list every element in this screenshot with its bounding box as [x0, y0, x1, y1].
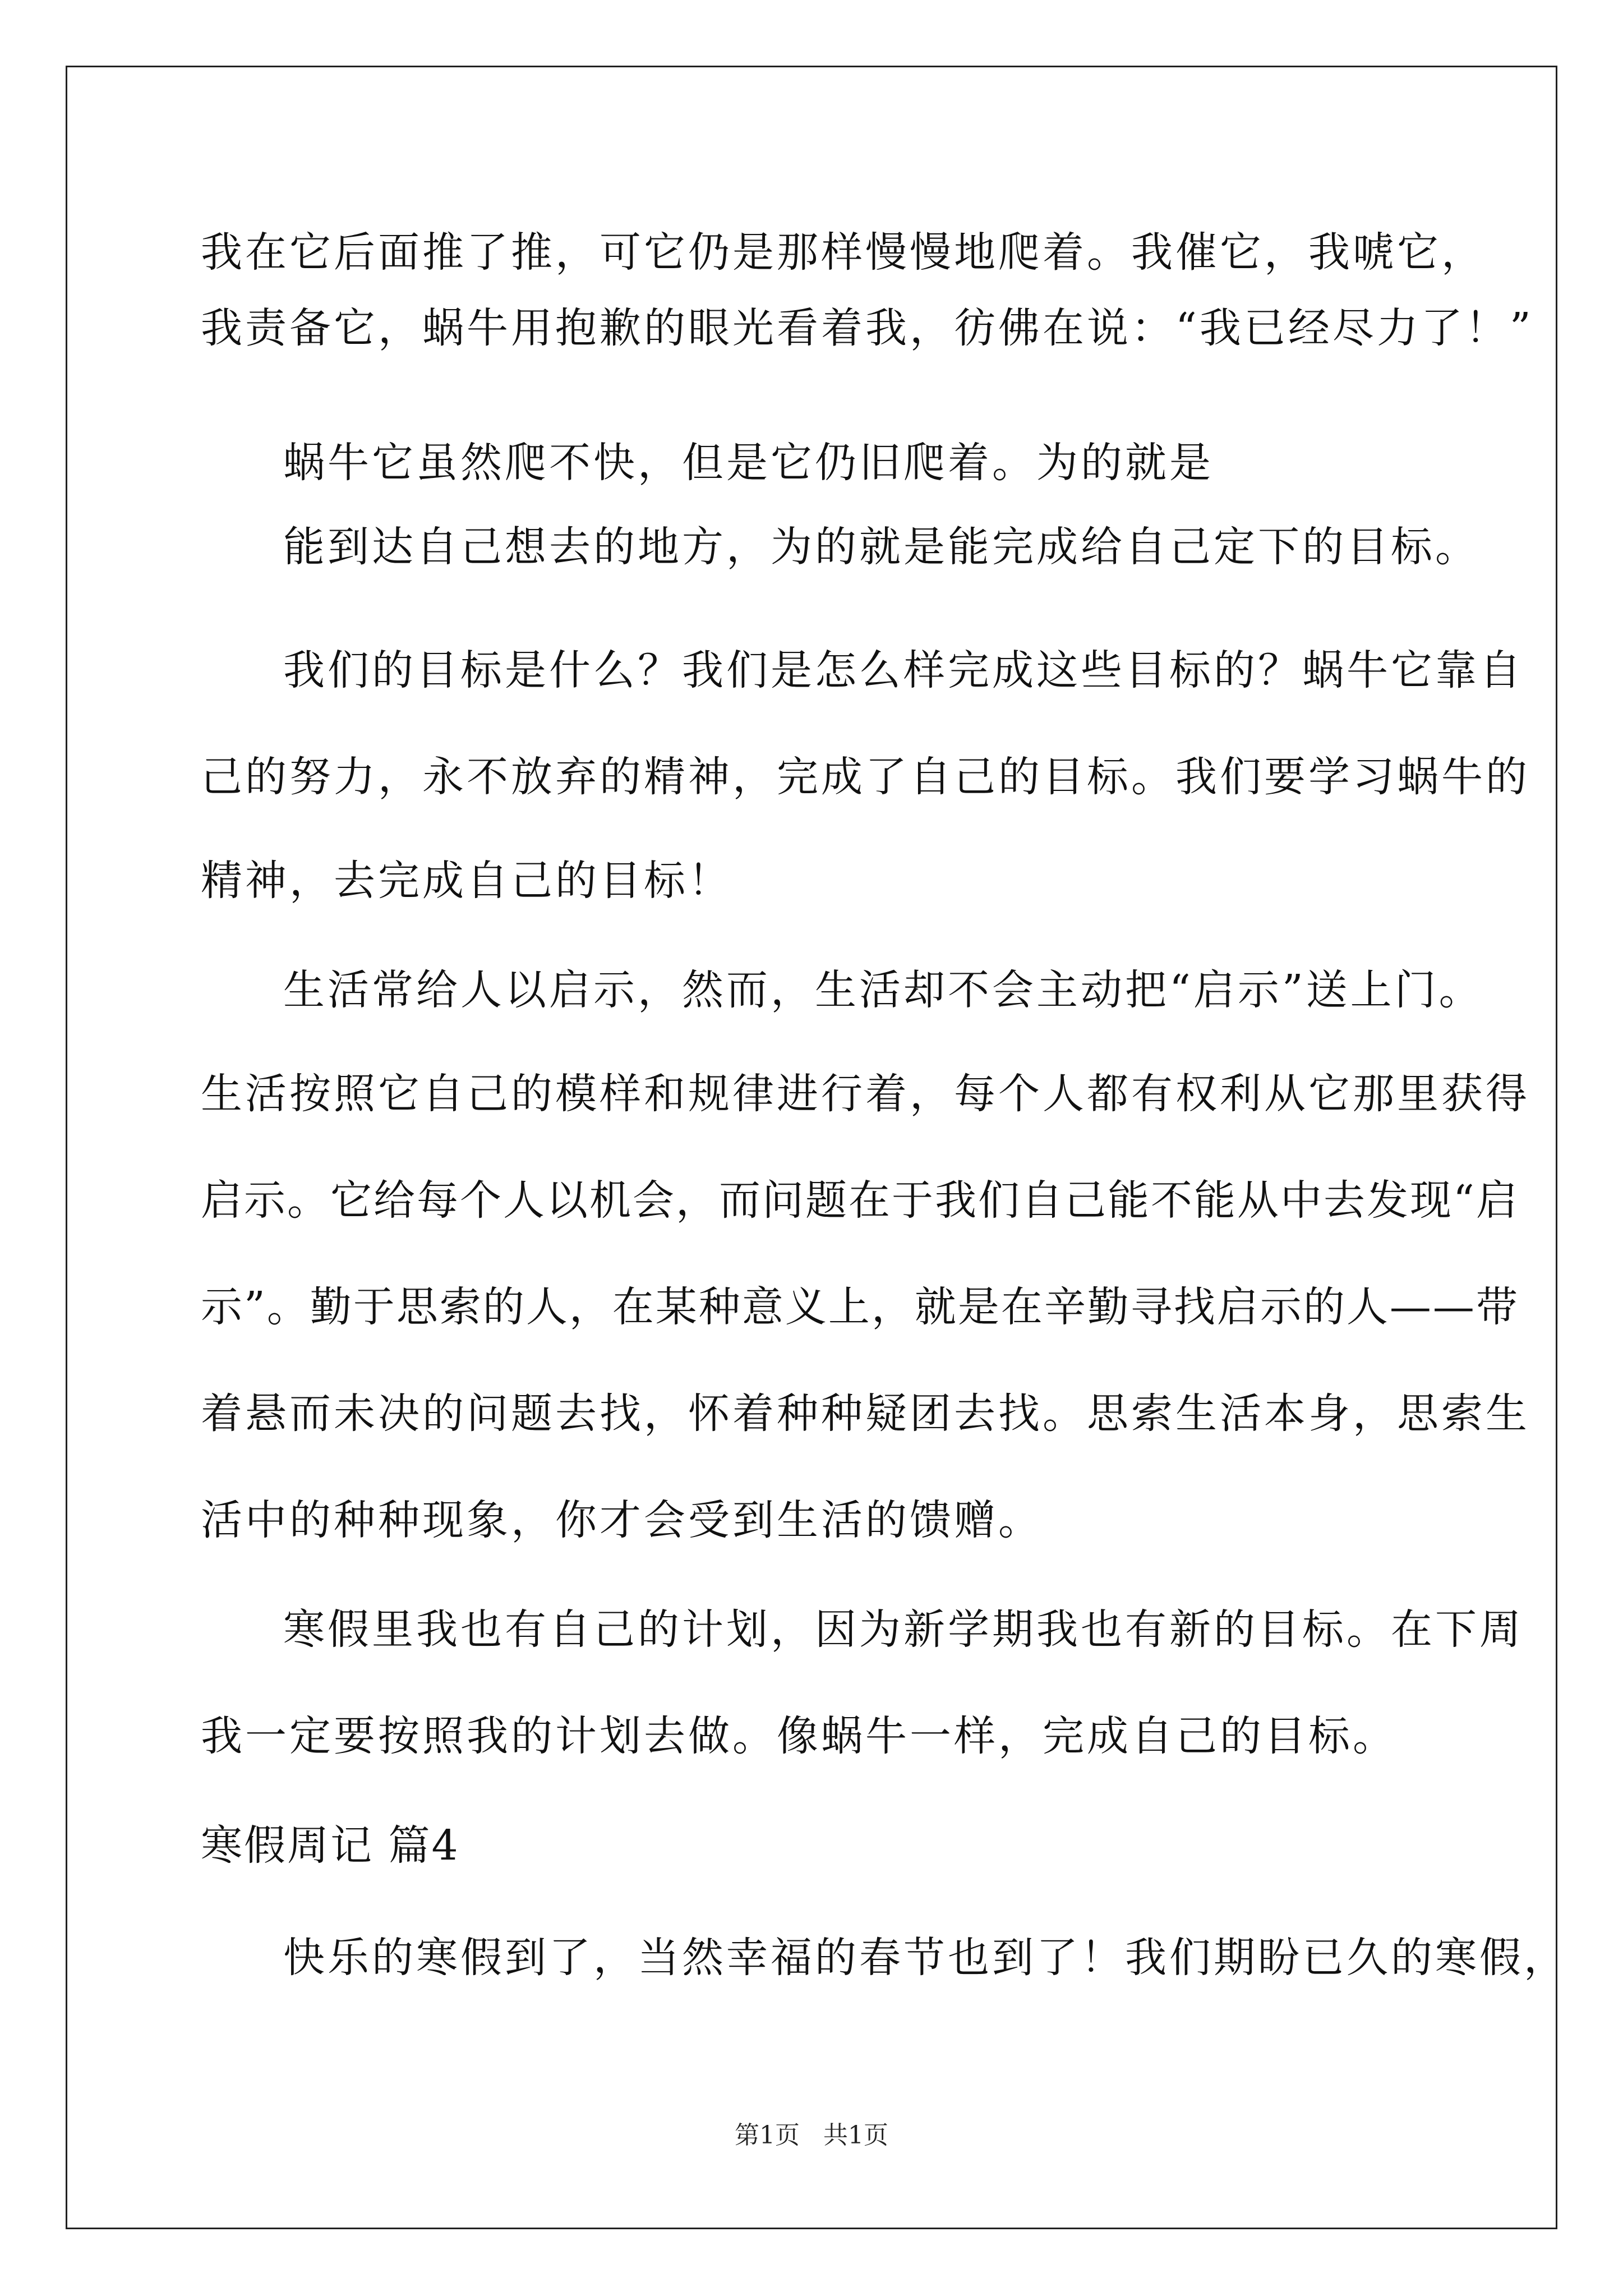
text-line-2: 我责备它，蜗牛用抱歉的眼光看着我，彷佛在说：“我已经尽力了！”: [201, 304, 1534, 352]
text-line-3: 蜗牛它虽然爬不快，但是它仍旧爬着。为的就是: [283, 439, 1214, 487]
text-line-15: 我一定要按照我的计划去做。像蜗牛一样，完成自己的目标。: [201, 1712, 1397, 1760]
text-line-12: 着悬而未决的问题去找，怀着种种疑团去找。思索生活本身，思索生: [201, 1389, 1530, 1438]
page-number: 第1页: [735, 2121, 800, 2150]
page-footer: [0, 2115, 1623, 2151]
text-line-11: 示”。勤于思索的人，在某种意义上，就是在辛勤寻找启示的人——带: [201, 1283, 1519, 1331]
text-line-1: 我在它后面推了推，可它仍是那样慢慢地爬着。我催它，我唬它，: [201, 228, 1486, 277]
section-heading: 寒假周记 篇4: [201, 1821, 460, 1870]
text-line-8: 生活常给人以启示，然而，生活却不会主动把“启示”送上门。: [283, 966, 1483, 1014]
text-line-14: 寒假里我也有自己的计划，因为新学期我也有新的目标。在下周: [283, 1605, 1524, 1654]
text-line-6: 己的努力，永不放弃的精神，完成了自己的目标。我们要学习蜗牛的: [201, 753, 1530, 801]
text-line-4: 能到达自己想去的地方，为的就是能完成给自己定下的目标。: [283, 523, 1479, 571]
text-line-16: 快乐的寒假到了，当然幸福的春节也到了！我们期盼已久的寒假，: [283, 1934, 1568, 1982]
text-line-13: 活中的种种现象，你才会受到生活的馈赠。: [201, 1496, 1043, 1544]
text-line-9: 生活按照它自己的模样和规律进行着，每个人都有权利从它那里获得: [201, 1070, 1530, 1118]
page-total: 共1页: [823, 2121, 888, 2150]
text-line-7: 精神，去完成自己的目标！: [201, 857, 732, 905]
text-line-10: 启示。它给每个人以机会，而问题在于我们自己能不能从中去发现“启: [201, 1176, 1519, 1225]
page-frame: [66, 66, 1557, 2229]
text-line-5: 我们的目标是什么？我们是怎么样完成这些目标的？蜗牛它靠自: [283, 646, 1524, 694]
